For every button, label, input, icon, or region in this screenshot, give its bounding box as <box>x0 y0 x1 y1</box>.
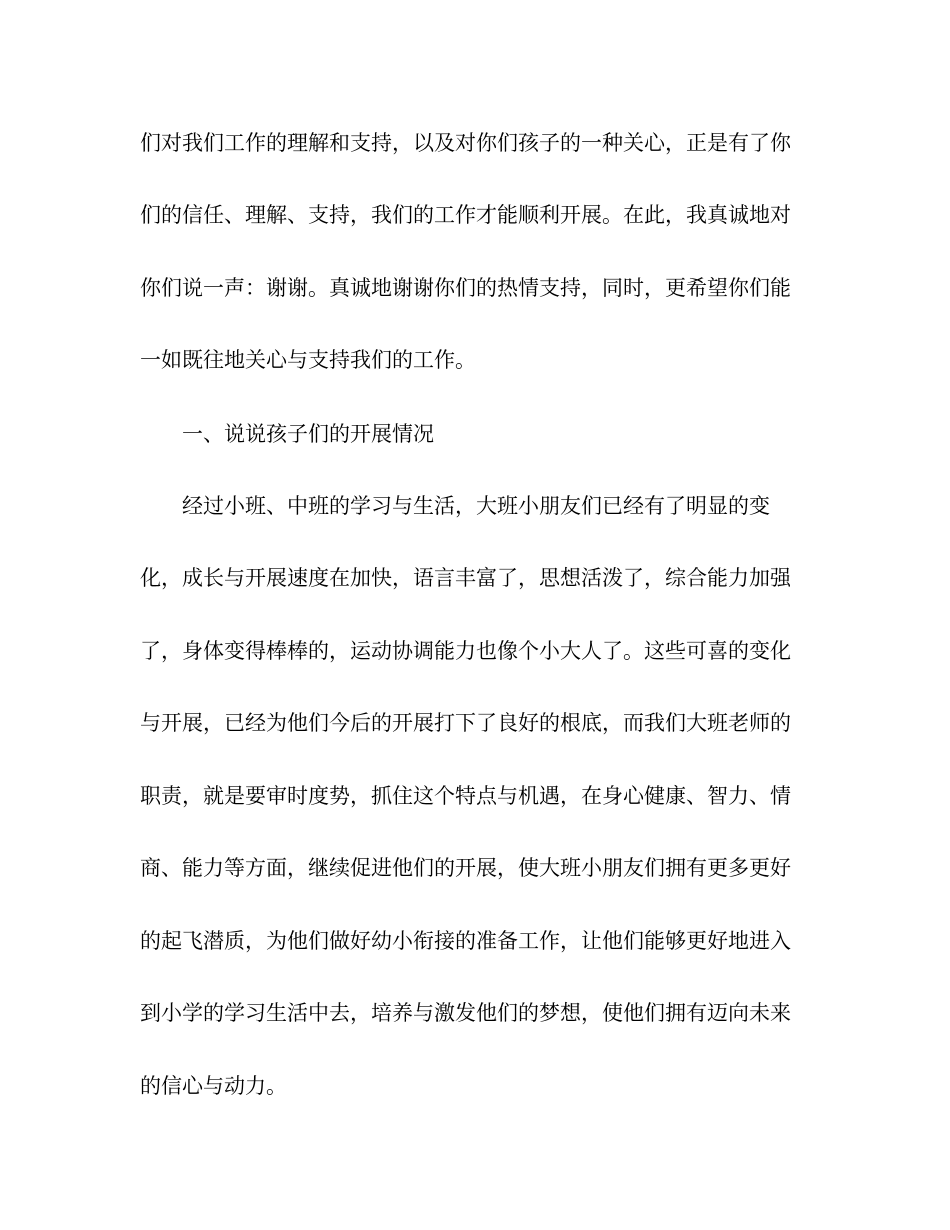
paragraph-line: 职责，就是要审时度势，抓住这个特点与机遇，在身心健康、智力、情 <box>140 784 791 808</box>
section-heading: 一、说说孩子们的开展情况 <box>182 422 434 446</box>
paragraph-line: 与开展，已经为他们今后的开展打下了良好的根底，而我们大班老师的 <box>140 711 791 735</box>
paragraph-line: 的信心与动力。 <box>140 1074 287 1098</box>
paragraph-line: 们的信任、理解、支持，我们的工作才能顺利开展。在此，我真诚地对 <box>140 203 791 227</box>
paragraph-line: 经过小班、中班的学习与生活，大班小朋友们已经有了明显的变 <box>182 494 770 518</box>
paragraph-line: 商、能力等方面，继续促进他们的开展，使大班小朋友们拥有更多更好 <box>140 856 791 880</box>
paragraph-line: 到小学的学习生活中去，培养与激发他们的梦想，使他们拥有迈向未来 <box>140 1001 791 1025</box>
paragraph-line: 你们说一声：谢谢。真诚地谢谢你们的热情支持，同时，更希望你们能 <box>140 276 791 300</box>
paragraph-line: 一如既往地关心与支持我们的工作。 <box>140 348 476 372</box>
paragraph-line: 了，身体变得棒棒的，运动协调能力也像个小大人了。这些可喜的变化 <box>140 639 791 663</box>
paragraph-line: 的起飞潜质，为他们做好幼小衔接的准备工作，让他们能够更好地进入 <box>140 929 791 953</box>
paragraph-line: 们对我们工作的理解和支持，以及对你们孩子的一种关心，正是有了你 <box>140 131 791 155</box>
paragraph-line: 化，成长与开展速度在加快，语言丰富了，思想活泼了，综合能力加强 <box>140 566 791 590</box>
